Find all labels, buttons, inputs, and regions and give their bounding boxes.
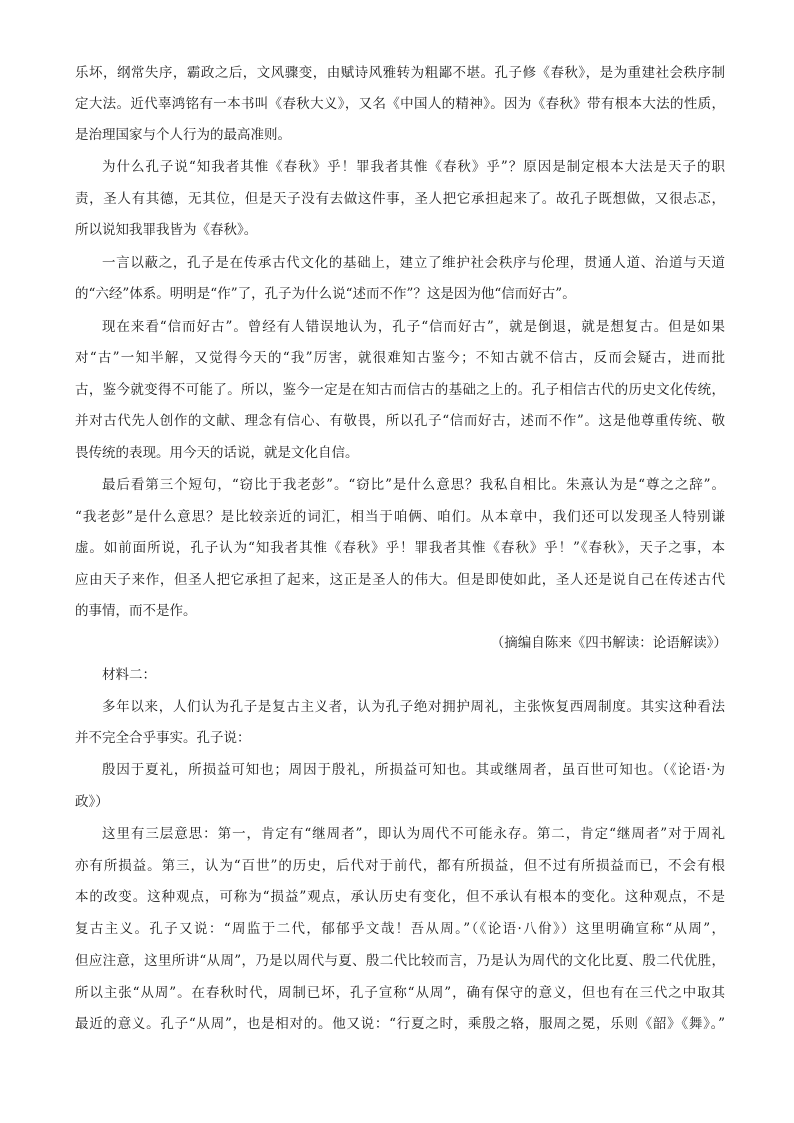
quotation-line: 殷因于夏礼，所损益可知也；周因于殷礼，所损益可知也。其或继周者，虽百世可知也。（《论语·为: [102, 762, 725, 778]
paragraph-line: 的事情，而不是作。: [75, 603, 197, 619]
paragraph-line: 现在来看“信而好古”。曾经有人错误地认为，孔子“信而好古”，就是倒退，就是想复古。但是如果: [102, 319, 725, 335]
paragraph-line: 这里有三层意思：第一，肯定有“继周者”，即认为周代不可能永存。第二，肯定“继周者”对于周礼: [102, 826, 725, 842]
section-heading: 材料二：: [102, 667, 156, 683]
paragraph-line: 多年以来，人们认为孔子是复古主义者，认为孔子绝对拥护周礼，主张恢复西周制度。其实这种看法: [102, 699, 725, 715]
paragraph-line: 对“古”一知半解，又觉得今天的“我”厉害，就很难知古鉴今；不知古就不信古，反而会疑古，进而批: [75, 350, 725, 366]
paragraph-line: 但应注意，这里所讲“从周”，乃是以周代与夏、殷二代比较而言，乃是认为周代的文化比夏、殷二代优胜，: [75, 953, 725, 969]
paragraph-line: 所以说知我罪我皆为《春秋》。: [75, 222, 258, 238]
paragraph-line: 最后看第三个短句，“窃比于我老彭”。“窃比”是什么意思？我私自相比。朱熹认为是“尊之之辞”。: [102, 477, 725, 493]
paragraph-line: 亦有所损益。第三，认为“百世”的历史，后代对于前代，都有所损益，但不过有所损益而已，不会有根: [75, 858, 725, 874]
paragraph-line: 一言以蔽之，孔子是在传承古代文化的基础上，建立了维护社会秩序与伦理，贯通人道、治道与天道: [102, 255, 725, 271]
paragraph-line: 复古主义。孔子又说：“周监于二代，郁郁乎文哉！吾从周。”（《论语·八佾》）这里明确宣称“从周”，: [75, 921, 725, 937]
paragraph-line: “我老彭”是什么意思？是比较亲近的词汇，相当于咱俩、咱们。从本章中，我们还可以发现圣人特别谦: [75, 509, 725, 525]
quotation-line: 政》）: [75, 794, 109, 810]
source-citation: （摘编自陈来《四书解读：论语解读》）: [490, 635, 727, 651]
paragraph-line: 畏传统的表现。用今天的话说，就是文化自信。: [75, 445, 359, 461]
paragraph-line: 并对古代先人创作的文献、理念有信心、有敬畏，所以孔子“信而好古，述而不作”。这是他尊重传统、敬: [75, 413, 725, 429]
paragraph-line: 所以主张“从周”。在春秋时代，周制已坏，孔子宣称“从周”，确有保守的意义，但也有在三代之中取其: [75, 985, 725, 1001]
paragraph-line: 虚。如前面所说，孔子认为“知我者其惟《春秋》乎！罪我者其惟《春秋》乎！”《春秋》，天子之事，本: [75, 540, 725, 556]
paragraph-line: 乐坏，纲常失序，霸政之后，文风骤变，由赋诗风雅转为粗鄙不堪。孔子修《春秋》，是为重建社会秩序制: [75, 65, 725, 81]
paragraph-line: 是治理国家与个人行为的最高准则。: [75, 127, 291, 143]
paragraph-line: 的“六经”体系。明明是“作”了，孔子为什么说“述而不作”？这是因为他“信而好古”。: [75, 286, 576, 302]
paragraph-line: 责，圣人有其德，无其位，但是天子没有去做这件事，圣人把它承担起来了。故孔子既想做，又很忐忑，: [75, 191, 725, 207]
paragraph-line: 古，鉴今就变得不可能了。所以，鉴今一定是在知古而信古的基础之上的。孔子相信古代的历史文化传统，: [75, 382, 725, 398]
paragraph-line: 定大法。近代辜鸿铭有一本书叫《春秋大义》，又名《中国人的精神》。因为《春秋》带有根本大法的性质，: [75, 96, 725, 112]
paragraph-line: 最近的意义。孔子“从周”，也是相对的。他又说：“行夏之时，乘殷之辂，服周之冕，乐则《韶》《舞》。”: [75, 1016, 725, 1032]
paragraph-line: 为什么孔子说“知我者其惟《春秋》乎！罪我者其惟《春秋》乎”？原因是制定根本大法是天子的职: [102, 159, 725, 175]
paragraph-line: 并不完全合乎事实。孔子说：: [75, 730, 251, 746]
paragraph-line: 应由天子来作，但圣人把它承担了起来，这正是圣人的伟大。但是即使如此，圣人还是说自己在传述古代: [75, 572, 725, 588]
paragraph-line: 本的改变。这种观点，可称为“损益”观点，承认历史有变化，但不承认有根本的变化。这种观点，不是: [75, 889, 725, 905]
